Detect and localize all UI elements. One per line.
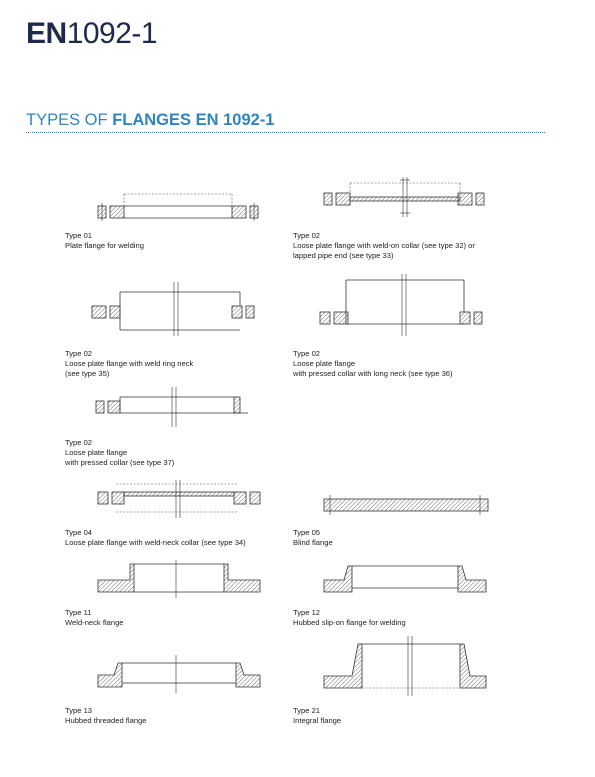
section-heading: TYPES OF FLANGES EN 1092-1	[26, 111, 275, 129]
type-13-diagram	[96, 655, 266, 695]
dotted-divider	[26, 132, 545, 133]
caption-type-11: Type 11 Weld-neck flange	[65, 608, 124, 627]
type-11-diagram	[96, 560, 266, 600]
caption-type-05: Type 05 Blind flange	[293, 528, 333, 547]
type-02-weld-ring-neck-diagram	[90, 280, 260, 338]
caption-type-02-weld-ring-neck: Type 02 Loose plate flange with weld ring neck (see type 35)	[65, 349, 194, 378]
type-21-diagram	[322, 636, 492, 698]
caption-type-02-weld-on-collar: Type 02 Loose plate flange with weld-on collar (see type 32) or lapped pipe end (see type 33)	[293, 231, 475, 260]
caption-type-13: Type 13 Hubbed threaded flange	[65, 706, 147, 725]
type-01-diagram	[96, 188, 266, 223]
caption-type-12: Type 12 Hubbed slip-on flange for welding	[293, 608, 406, 627]
page-title: EN1092-1	[26, 17, 158, 50]
type-12-diagram	[322, 560, 492, 600]
caption-type-02-pressed-collar-long-neck: Type 02 Loose plate flange with pressed collar with long neck (see type 36)	[293, 349, 453, 378]
caption-type-04: Type 04 Loose plate flange with weld-neck collar (see type 34)	[65, 528, 246, 547]
caption-type-02-pressed-collar: Type 02 Loose plate flange with pressed collar (see type 37)	[65, 438, 175, 467]
caption-type-21: Type 21 Integral flange	[293, 706, 342, 725]
type-04-diagram	[96, 480, 266, 520]
caption-type-01: Type 01 Plate flange for welding	[65, 231, 144, 250]
type-02-weld-on-collar-diagram	[318, 175, 493, 220]
type-05-diagram	[322, 493, 492, 517]
type-02-pressed-collar-diagram	[92, 385, 257, 430]
type-02-pressed-collar-long-neck-diagram	[318, 272, 493, 340]
